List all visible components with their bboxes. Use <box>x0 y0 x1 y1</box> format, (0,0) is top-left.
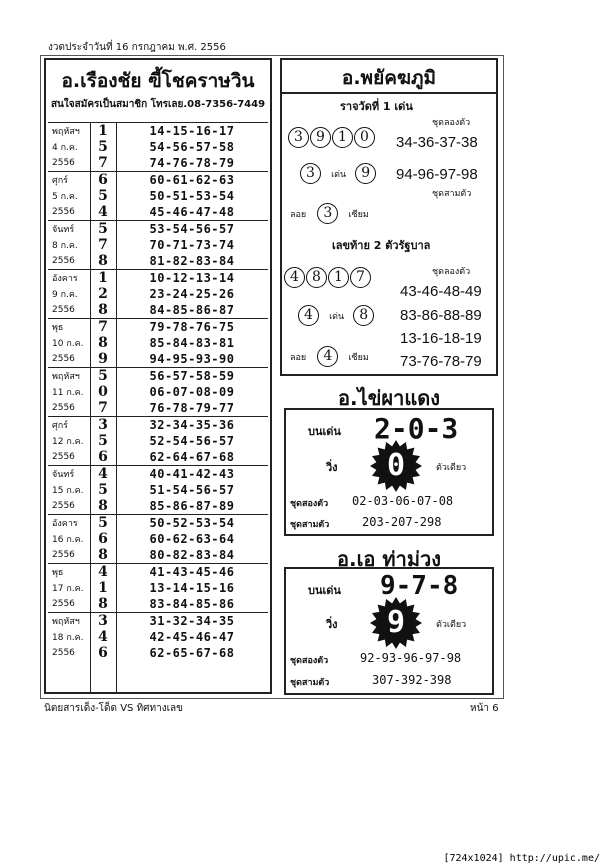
table-divider <box>90 122 91 692</box>
date-cell: พุธ <box>52 568 64 578</box>
date-cell: 8 ก.ค. <box>52 241 78 251</box>
bon-label: บนเด่น <box>308 425 341 438</box>
digit-circle: 1 <box>328 267 349 288</box>
digit-cell: 8 <box>98 596 108 612</box>
set2-value: 92-93-96-97-98 <box>360 651 462 665</box>
digit-cell: 4 <box>98 466 108 482</box>
table-row <box>48 465 268 482</box>
numbers-cell: 52-54-56-57 <box>149 434 235 448</box>
table-row <box>48 139 268 155</box>
table-row <box>48 400 268 416</box>
set3-value: 307-392-398 <box>372 673 452 687</box>
digit-cell: 8 <box>98 335 108 351</box>
date-cell: 2556 <box>52 207 75 217</box>
table-row <box>48 514 268 531</box>
digit-cell: 7 <box>98 319 108 335</box>
table-row <box>48 531 268 547</box>
wing-value: 0 <box>386 448 406 483</box>
table-row <box>48 433 268 449</box>
table-row <box>48 645 268 661</box>
number-set: 83-86-88-89 <box>400 307 482 324</box>
table-row <box>48 498 268 514</box>
numbers-cell: 23-24-25-26 <box>149 287 235 301</box>
single-label: ตัวเดียว <box>436 620 467 630</box>
numbers-cell: 94-95-93-90 <box>149 352 235 366</box>
wing-label: วิ่ง <box>326 618 338 631</box>
digit-cell: 1 <box>98 123 108 139</box>
table-row <box>48 596 268 612</box>
numbers-cell: 74-76-78-79 <box>149 156 235 170</box>
box2 <box>284 567 494 695</box>
numbers-cell: 31-32-34-35 <box>149 614 235 628</box>
digit-circle: 8 <box>306 267 327 288</box>
table-row <box>48 335 268 351</box>
digit-circle: 4 <box>317 346 338 367</box>
circle-digits <box>284 266 372 288</box>
date-cell: 2556 <box>52 648 75 658</box>
table-row <box>48 384 268 400</box>
sia-label: เซียม <box>348 210 369 220</box>
table-row <box>48 171 268 188</box>
footer-page-number: หน้า 6 <box>470 703 499 714</box>
table-row <box>48 122 268 139</box>
numbers-cell: 14-15-16-17 <box>149 124 235 138</box>
numbers-cell: 85-84-83-81 <box>149 336 235 350</box>
date-cell: 2556 <box>52 158 75 168</box>
digit-cell: 7 <box>98 400 108 416</box>
table-row <box>48 580 268 596</box>
numbers-cell: 53-54-56-57 <box>149 222 235 236</box>
numbers-cell: 56-57-58-59 <box>149 369 235 383</box>
box2-title: อ.เอ ท่าม่วง <box>336 547 441 571</box>
digit-cell: 8 <box>98 302 108 318</box>
digit-cell: 2 <box>98 286 108 302</box>
table-row <box>48 204 268 220</box>
left-panel-title: อ.เรืองชัย ฃี้โชคราษวิน <box>61 70 255 92</box>
table-row <box>48 482 268 498</box>
numbers-cell: 62-64-67-68 <box>149 450 235 464</box>
round-label: เลขท้าย 2 ตัวรัฐบาล <box>332 239 431 252</box>
digit-cell: 8 <box>98 253 108 269</box>
date-cell: 10 ก.ค. <box>52 339 84 349</box>
number-set: 13-16-18-19 <box>400 330 482 347</box>
digit-cell: 8 <box>98 498 108 514</box>
den-label: เด่น <box>331 170 347 180</box>
den-label: เด่น <box>329 312 345 322</box>
set3-label: ชุดสามตัว <box>290 678 330 688</box>
date-cell: 2556 <box>52 305 75 315</box>
table-row <box>48 253 268 269</box>
circle-digits <box>288 126 376 148</box>
set-label: ชุดสามตัว <box>432 189 472 199</box>
table-row <box>48 367 268 384</box>
date-cell: 16 ก.ค. <box>52 535 84 545</box>
date-cell: 2556 <box>52 256 75 266</box>
set2-value: 02-03-06-07-08 <box>352 494 454 508</box>
set3-label: ชุดสามตัว <box>290 520 330 530</box>
numbers-cell: 50-52-53-54 <box>149 516 235 530</box>
digit-circle: 4 <box>298 305 319 326</box>
left-panel-subtitle: สนใจสมัครเป็นสมาชิก โทรเลย.08-7356-7449 <box>50 99 266 110</box>
set2-label: ชุดสองตัว <box>290 656 329 666</box>
numbers-cell: 76-78-79-77 <box>149 401 235 415</box>
date-cell: ศุกร์ <box>52 176 68 186</box>
box1 <box>284 408 494 536</box>
number-set: 94-96-97-98 <box>396 166 478 183</box>
numbers-cell: 51-54-56-57 <box>149 483 235 497</box>
date-cell: 2556 <box>52 550 75 560</box>
digit-cell: 6 <box>98 531 108 547</box>
loi-row <box>290 202 369 224</box>
numbers-cell: 32-34-35-36 <box>149 418 235 432</box>
table-row <box>48 286 268 302</box>
digit-cell: 1 <box>98 270 108 286</box>
bon-value: 2-0-3 <box>374 412 459 445</box>
table-row <box>48 547 268 563</box>
sia-label: เซียม <box>348 353 369 363</box>
numbers-cell: 60-62-63-64 <box>149 532 235 546</box>
table-row <box>48 188 268 204</box>
date-cell: 2556 <box>52 403 75 413</box>
date-cell: 9 ก.ค. <box>52 290 78 300</box>
digit-circle: 0 <box>354 127 375 148</box>
date-cell: 4 ก.ค. <box>52 143 78 153</box>
den-row <box>300 162 377 184</box>
date-cell: 12 ก.ค. <box>52 437 84 447</box>
page-header: งวดประจำวันที่ 16 กรกฎาคม พ.ศ. 2556 <box>48 42 226 53</box>
right-panel-title: อ.พยัคฆภูมิ <box>341 67 437 89</box>
loi-label: ลอย <box>290 210 307 220</box>
table-row <box>48 449 268 465</box>
set-label: ชุดลองตัว <box>432 118 471 128</box>
table-divider <box>116 122 117 692</box>
wing-label: วิ่ง <box>326 461 338 474</box>
table-row <box>48 351 268 367</box>
table-row <box>48 220 268 237</box>
numbers-cell: 13-14-15-16 <box>149 581 235 595</box>
table-row <box>48 318 268 335</box>
watermark-url: [724x1024] http://upic.me/ <box>443 853 600 864</box>
digit-cell: 5 <box>98 433 108 449</box>
round-label: ราจวัดที่ 1 เด่น <box>340 100 413 113</box>
digit-cell: 6 <box>98 645 108 661</box>
numbers-cell: 10-12-13-14 <box>149 271 235 285</box>
numbers-cell: 85-86-87-89 <box>149 499 235 513</box>
digit-circle: 8 <box>353 305 374 326</box>
digit-cell: 5 <box>98 139 108 155</box>
digit-circle: 7 <box>350 267 371 288</box>
den-row <box>298 304 375 326</box>
digit-circle: 9 <box>355 163 376 184</box>
date-cell: 11 ก.ค. <box>52 388 84 398</box>
digit-cell: 3 <box>98 417 108 433</box>
right-panel <box>280 58 498 376</box>
number-table <box>48 122 268 661</box>
digit-cell: 6 <box>98 449 108 465</box>
bon-label: บนเด่น <box>308 584 341 597</box>
digit-cell: 7 <box>98 237 108 253</box>
numbers-cell: 41-43-45-46 <box>149 565 235 579</box>
numbers-cell: 42-45-46-47 <box>149 630 235 644</box>
title-divider <box>282 92 496 94</box>
numbers-cell: 45-46-47-48 <box>149 205 235 219</box>
digit-cell: 5 <box>98 188 108 204</box>
bon-value: 9-7-8 <box>380 571 459 601</box>
digit-cell: 9 <box>98 351 108 367</box>
date-cell: พุธ <box>52 323 64 333</box>
numbers-cell: 62-65-67-68 <box>149 646 235 660</box>
date-cell: 2556 <box>52 452 75 462</box>
set-label: ชุดลองตัว <box>432 267 471 277</box>
date-cell: 5 ก.ค. <box>52 192 78 202</box>
numbers-cell: 79-78-76-75 <box>149 320 235 334</box>
single-label: ตัวเดียว <box>436 463 467 473</box>
date-cell: อังคาร <box>52 274 78 284</box>
digit-circle: 3 <box>288 127 309 148</box>
table-row <box>48 269 268 286</box>
table-row <box>48 416 268 433</box>
digit-circle: 9 <box>310 127 331 148</box>
digit-circle: 3 <box>317 203 338 224</box>
digit-circle: 3 <box>300 163 321 184</box>
set2-label: ชุดสองตัว <box>290 499 329 509</box>
digit-cell: 0 <box>98 384 108 400</box>
date-cell: อังคาร <box>52 519 78 529</box>
date-cell: 2556 <box>52 501 75 511</box>
digit-cell: 4 <box>98 564 108 580</box>
numbers-cell: 83-84-85-86 <box>149 597 235 611</box>
number-set: 73-76-78-79 <box>400 353 482 370</box>
digit-cell: 5 <box>98 221 108 237</box>
box1-title: อ.ไข่ผาแดง <box>338 386 440 410</box>
digit-cell: 8 <box>98 547 108 563</box>
numbers-cell: 06-07-08-09 <box>149 385 235 399</box>
digit-cell: 3 <box>98 613 108 629</box>
date-cell: 15 ก.ค. <box>52 486 84 496</box>
date-cell: พฤหัสฯ <box>52 617 80 627</box>
table-row <box>48 629 268 645</box>
footer-left: นิตยสารเด็ง-โด็ด VS ทิศทางเลข <box>44 703 183 714</box>
digit-cell: 5 <box>98 368 108 384</box>
digit-circle: 4 <box>284 267 305 288</box>
wing-value: 9 <box>386 605 406 640</box>
numbers-cell: 50-51-53-54 <box>149 189 235 203</box>
digit-cell: 6 <box>98 172 108 188</box>
digit-cell: 1 <box>98 580 108 596</box>
date-cell: 17 ก.ค. <box>52 584 84 594</box>
table-row <box>48 563 268 580</box>
date-cell: 18 ก.ค. <box>52 633 84 643</box>
digit-cell: 5 <box>98 515 108 531</box>
numbers-cell: 84-85-86-87 <box>149 303 235 317</box>
date-cell: จันทร์ <box>52 225 75 235</box>
numbers-cell: 81-82-83-84 <box>149 254 235 268</box>
loi-label: ลอย <box>290 353 307 363</box>
digit-cell: 4 <box>98 629 108 645</box>
numbers-cell: 70-71-73-74 <box>149 238 235 252</box>
number-set: 43-46-48-49 <box>400 283 482 300</box>
table-row <box>48 237 268 253</box>
table-row <box>48 302 268 318</box>
table-row <box>48 155 268 171</box>
date-cell: จันทร์ <box>52 470 75 480</box>
numbers-cell: 80-82-83-84 <box>149 548 235 562</box>
set3-value: 203-207-298 <box>362 515 442 529</box>
number-set: 34-36-37-38 <box>396 134 478 151</box>
digit-cell: 7 <box>98 155 108 171</box>
table-row <box>48 612 268 629</box>
date-cell: พฤหัสฯ <box>52 372 80 382</box>
numbers-cell: 60-61-62-63 <box>149 173 235 187</box>
digit-cell: 4 <box>98 204 108 220</box>
digit-cell: 5 <box>98 482 108 498</box>
date-cell: 2556 <box>52 599 75 609</box>
date-cell: ศุกร์ <box>52 421 68 431</box>
numbers-cell: 40-41-42-43 <box>149 467 235 481</box>
date-cell: 2556 <box>52 354 75 364</box>
digit-circle: 1 <box>332 127 353 148</box>
numbers-cell: 54-56-57-58 <box>149 140 235 154</box>
loi-row <box>290 345 369 367</box>
date-cell: พฤหัสฯ <box>52 127 80 137</box>
left-panel <box>44 58 272 694</box>
